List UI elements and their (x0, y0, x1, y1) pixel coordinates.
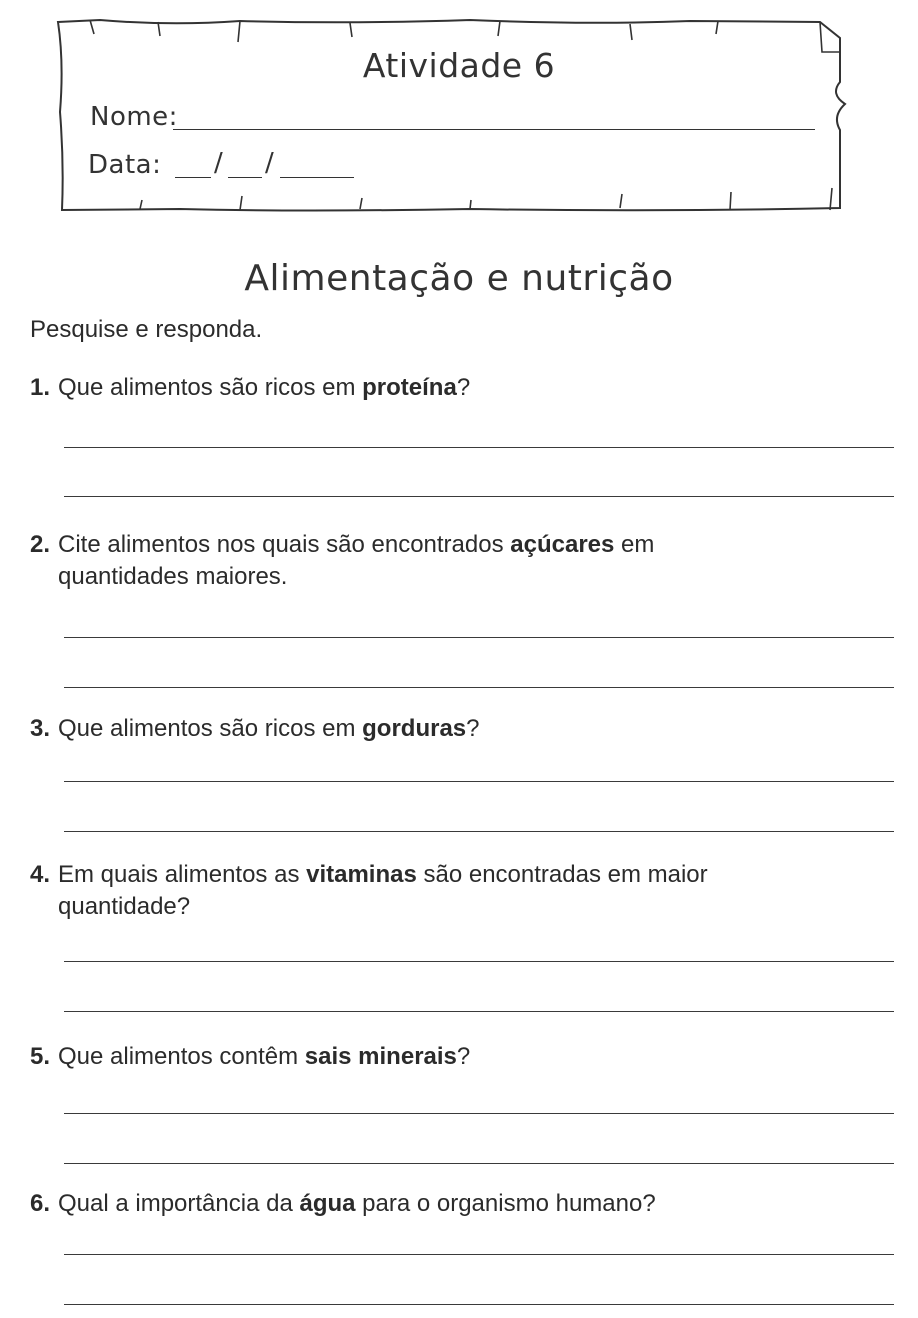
answer-line-6b[interactable] (64, 1304, 894, 1305)
date-separator: / (265, 148, 274, 178)
question-keyword: açúcares (510, 531, 615, 558)
question-keyword: vitaminas (306, 861, 417, 888)
question-continuation: quantidades maiores. (58, 563, 288, 590)
question-keyword: água (299, 1190, 356, 1217)
answer-line-4b[interactable] (64, 1011, 894, 1012)
answer-line-4a[interactable] (64, 961, 894, 962)
question-text-end: ? (456, 374, 471, 401)
question-text: Em quais alimentos as (58, 861, 307, 888)
question-number: 3. (30, 715, 51, 742)
question-text-end: para o organismo humano? (355, 1190, 656, 1217)
question-keyword: sais minerais (304, 1043, 457, 1070)
question-text: Que alimentos são ricos em (58, 374, 363, 401)
question-number: 4. (30, 861, 51, 888)
question-keyword: proteína (362, 374, 457, 401)
date-separator: / (214, 148, 223, 178)
date-day-field[interactable] (175, 177, 211, 178)
question-5 (30, 1041, 870, 1073)
question-number: 6. (30, 1190, 51, 1217)
page-title: Alimentação e nutrição (244, 258, 674, 299)
question-text: Que alimentos contêm (58, 1043, 305, 1070)
answer-line-5a[interactable] (64, 1113, 894, 1114)
question-1 (30, 372, 870, 404)
question-text-end: ? (456, 1043, 471, 1070)
name-field[interactable] (173, 129, 815, 130)
name-label: Nome: (90, 102, 178, 132)
question-4 (30, 859, 870, 923)
date-month-field[interactable] (228, 177, 262, 178)
question-keyword: gorduras (362, 715, 467, 742)
answer-line-6a[interactable] (64, 1254, 894, 1255)
answer-line-3b[interactable] (64, 831, 894, 832)
activity-title: Atividade 6 (362, 46, 556, 85)
question-text-end: são encontradas em maior (416, 861, 708, 888)
instruction-text: Pesquise e responda. (30, 316, 263, 343)
question-text: Que alimentos são ricos em (58, 715, 363, 742)
answer-line-3a[interactable] (64, 781, 894, 782)
answer-line-2b[interactable] (64, 687, 894, 688)
answer-line-1a[interactable] (64, 447, 894, 448)
question-6 (30, 1188, 870, 1220)
answer-line-5b[interactable] (64, 1163, 894, 1164)
question-text: Qual a importância da (58, 1190, 300, 1217)
date-year-field[interactable] (280, 177, 354, 178)
answer-line-2a[interactable] (64, 637, 894, 638)
question-number: 1. (30, 374, 51, 401)
date-label: Data: (88, 150, 162, 180)
question-text-end: em (614, 531, 655, 558)
question-continuation: quantidade? (58, 893, 191, 920)
answer-line-1b[interactable] (64, 496, 894, 497)
question-text: Cite alimentos nos quais são encontrados (58, 531, 511, 558)
question-3 (30, 713, 870, 745)
question-number: 5. (30, 1043, 51, 1070)
question-text-end: ? (466, 715, 480, 742)
question-number: 2. (30, 531, 51, 558)
question-2 (30, 529, 870, 593)
